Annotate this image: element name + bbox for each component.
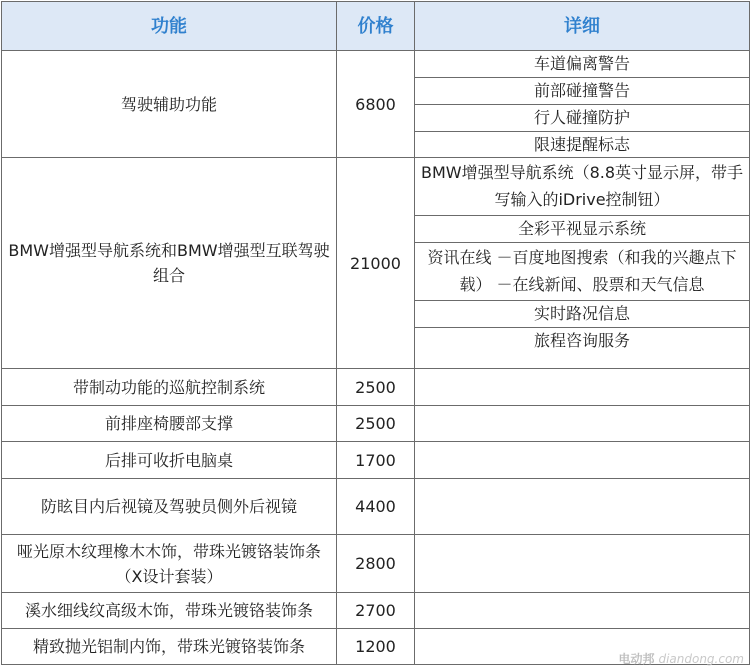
feature-cell: 精致抛光铝制内饰，带珠光镀铬装饰条 [2,629,337,665]
price-cell: 6800 [337,51,415,158]
header-price: 价格 [337,2,415,51]
detail-item: 实时路况信息 [415,300,749,327]
feature-cell: BMW增强型导航系统和BMW增强型互联驾驶组合 [2,158,337,369]
table-row [2,442,750,479]
table-row [2,51,750,158]
detail-list [415,51,749,157]
detail-item: BMW增强型导航系统（8.8英寸显示屏，带手写输入的iDrive控制钮） [420,163,744,209]
header-feature: 功能 [2,2,337,51]
detail-cell [415,479,750,535]
detail-item: 车道偏离警告 [533,54,630,73]
price-cell: 2800 [337,535,415,593]
detail-item: 全彩平视显示系统 [415,215,749,242]
table-row [2,535,750,593]
options-price-table [1,1,750,665]
feature-cell: 带制动功能的巡航控制系统 [2,369,337,406]
detail-list [415,158,749,354]
watermark-brand: 电动邦 [618,652,655,666]
table-row [2,629,750,665]
detail-item: 资讯在线 －百度地图搜索（和我的兴趣点下载） －在线新闻、股票和天气信息 [415,242,749,300]
price-cell: 2500 [337,369,415,406]
price-cell: 2500 [337,406,415,442]
detail-item: 行人碰撞防护 [415,104,749,131]
detail-cell [415,593,750,629]
detail-cell [415,535,750,593]
detail-item: 前部碰撞警告 [415,77,749,104]
table-header-row [2,2,750,51]
detail-cell [415,51,750,158]
feature-cell: 溪水细线纹高级木饰，带珠光镀铬装饰条 [2,593,337,629]
detail-cell [415,158,750,369]
header-detail: 详细 [415,2,750,51]
table-row [2,369,750,406]
watermark-url: diandong.com [658,652,744,666]
feature-cell: 后排可收折电脑桌 [2,442,337,479]
table-row [2,593,750,629]
table-row [2,479,750,535]
price-cell: 2700 [337,593,415,629]
detail-cell [415,629,750,665]
detail-item: 旅程咨询服务 [415,327,749,354]
price-cell: 1200 [337,629,415,665]
price-cell: 4400 [337,479,415,535]
detail-cell [415,406,750,442]
table-row [2,406,750,442]
feature-cell: 驾驶辅助功能 [2,51,337,158]
feature-cell: 哑光原木纹理橡木木饰，带珠光镀铬装饰条 （X设计套装） [2,535,337,593]
price-cell: 21000 [337,158,415,369]
detail-cell [415,369,750,406]
feature-cell: 防眩目内后视镜及驾驶员侧外后视镜 [2,479,337,535]
detail-cell [415,442,750,479]
table-row [2,158,750,369]
price-cell: 1700 [337,442,415,479]
detail-item: 限速提醒标志 [415,131,749,157]
feature-cell: 前排座椅腰部支撑 [2,406,337,442]
